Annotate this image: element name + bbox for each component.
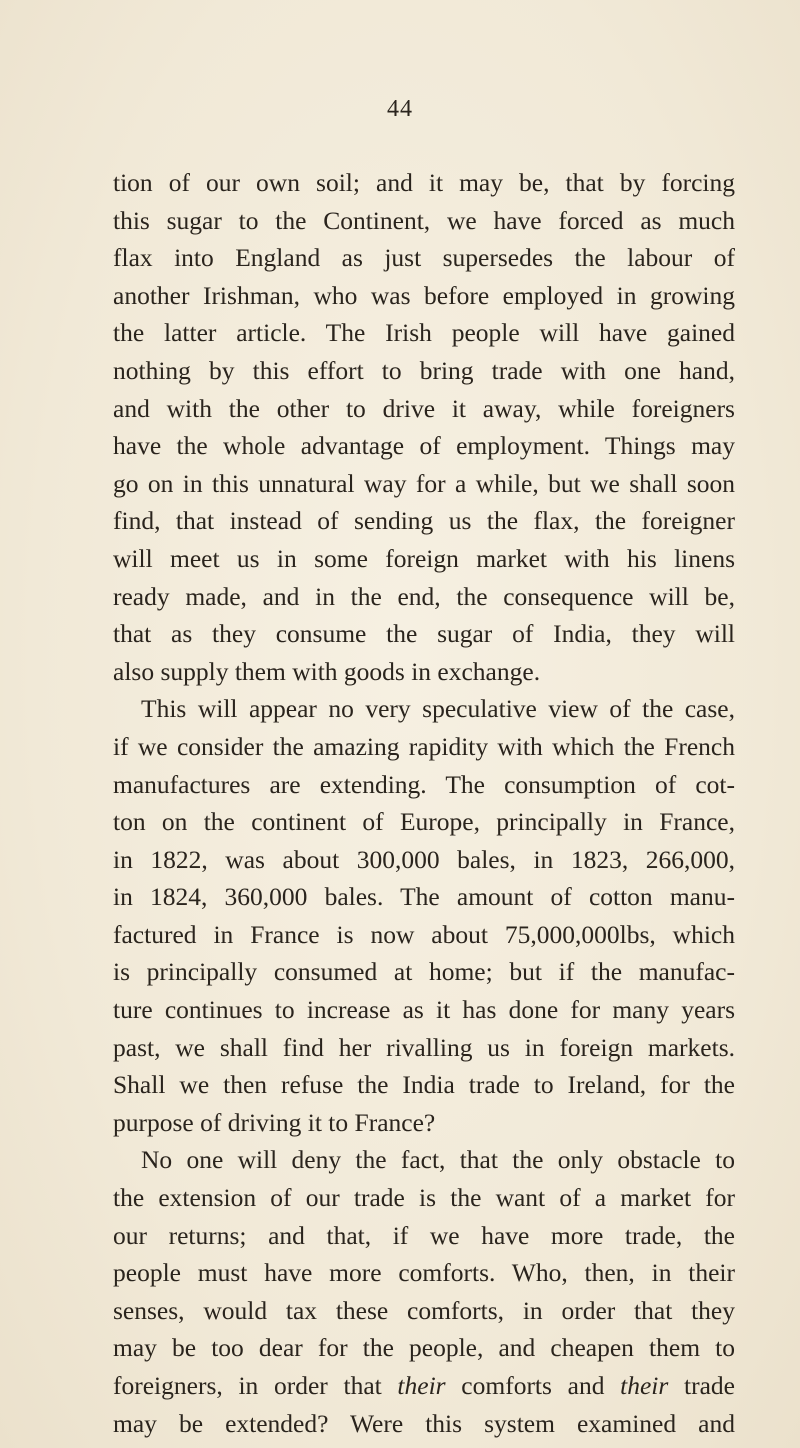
text-line: factured in France is now about 75,000,000lbs, which	[113, 919, 735, 949]
text-line-with-emphasis	[113, 1367, 735, 1405]
text-line: is principally consumed at home; but if the manufac-	[113, 957, 735, 987]
text-span: foreigners, in order that	[113, 1371, 398, 1400]
text-line: go on in this unnatural way for a while, but we shall soon	[113, 468, 735, 498]
emphasis-text: their	[620, 1371, 669, 1400]
text-line: also supply them with goods in exchange.	[113, 656, 541, 686]
page-number: 44	[387, 96, 413, 122]
text-line: people must have more comforts. Who, then, in their	[113, 1258, 735, 1288]
text-line: another Irishman, who was before employed in growing	[113, 280, 735, 310]
text-line: and with the other to drive it away, while foreigners	[113, 393, 735, 423]
emphasis-text: their	[397, 1371, 446, 1400]
text-line: This will appear no very speculative view of the case,	[141, 694, 735, 724]
text-line: ready made, and in the end, the consequence will be,	[113, 581, 735, 611]
text-line: have the whole advantage of employment. Things may	[113, 431, 735, 461]
text-line: ton on the continent of Europe, principally in France,	[113, 807, 735, 837]
text-span: comforts and	[445, 1371, 621, 1400]
text-line: the latter article. The Irish people will have gained	[113, 318, 735, 348]
text-line: may be extended? Were this system examined and	[113, 1408, 735, 1438]
text-line: will meet us in some foreign market with his linens	[113, 543, 735, 573]
text-line: that as they consume the sugar of India, they will	[113, 619, 735, 649]
text-line: purpose of driving it to France?	[113, 1107, 436, 1137]
text-line: flax into England as just supersedes the labour of	[113, 243, 735, 273]
text-line: tion of our own soil; and it may be, that by forcing	[113, 168, 735, 197]
text-line: past, we shall find her rivalling us in foreign markets.	[113, 1032, 735, 1062]
text-line: ture continues to increase as it has done for many years	[113, 995, 735, 1025]
text-line: our returns; and that, if we have more trade, the	[113, 1220, 735, 1250]
text-line: may be too dear for the people, and cheapen them to	[113, 1333, 735, 1363]
text-line: in 1822, was about 300,000 bales, in 1823, 266,000,	[113, 844, 735, 874]
text-line: if we consider the amazing rapidity with which the French	[113, 731, 735, 761]
text-line: this sugar to the Continent, we have forced as much	[113, 205, 735, 235]
text-line: manufactures are extending. The consumption of cot-	[113, 769, 735, 799]
text-line: in 1824, 360,000 bales. The amount of cotton manu-	[113, 882, 735, 912]
body-text	[113, 164, 735, 1442]
text-line: find, that instead of sending us the flax, the foreigner	[113, 506, 735, 536]
text-line: No one will deny the fact, that the only obstacle to	[141, 1145, 735, 1175]
text-line: Shall we then refuse the India trade to Ireland, for the	[113, 1070, 735, 1100]
text-line: the extension of our trade is the want of a market for	[113, 1183, 735, 1213]
text-span: trade	[668, 1371, 735, 1400]
text-line: senses, would tax these comforts, in order that they	[113, 1295, 735, 1325]
text-line: nothing by this effort to bring trade with one hand,	[113, 355, 735, 385]
